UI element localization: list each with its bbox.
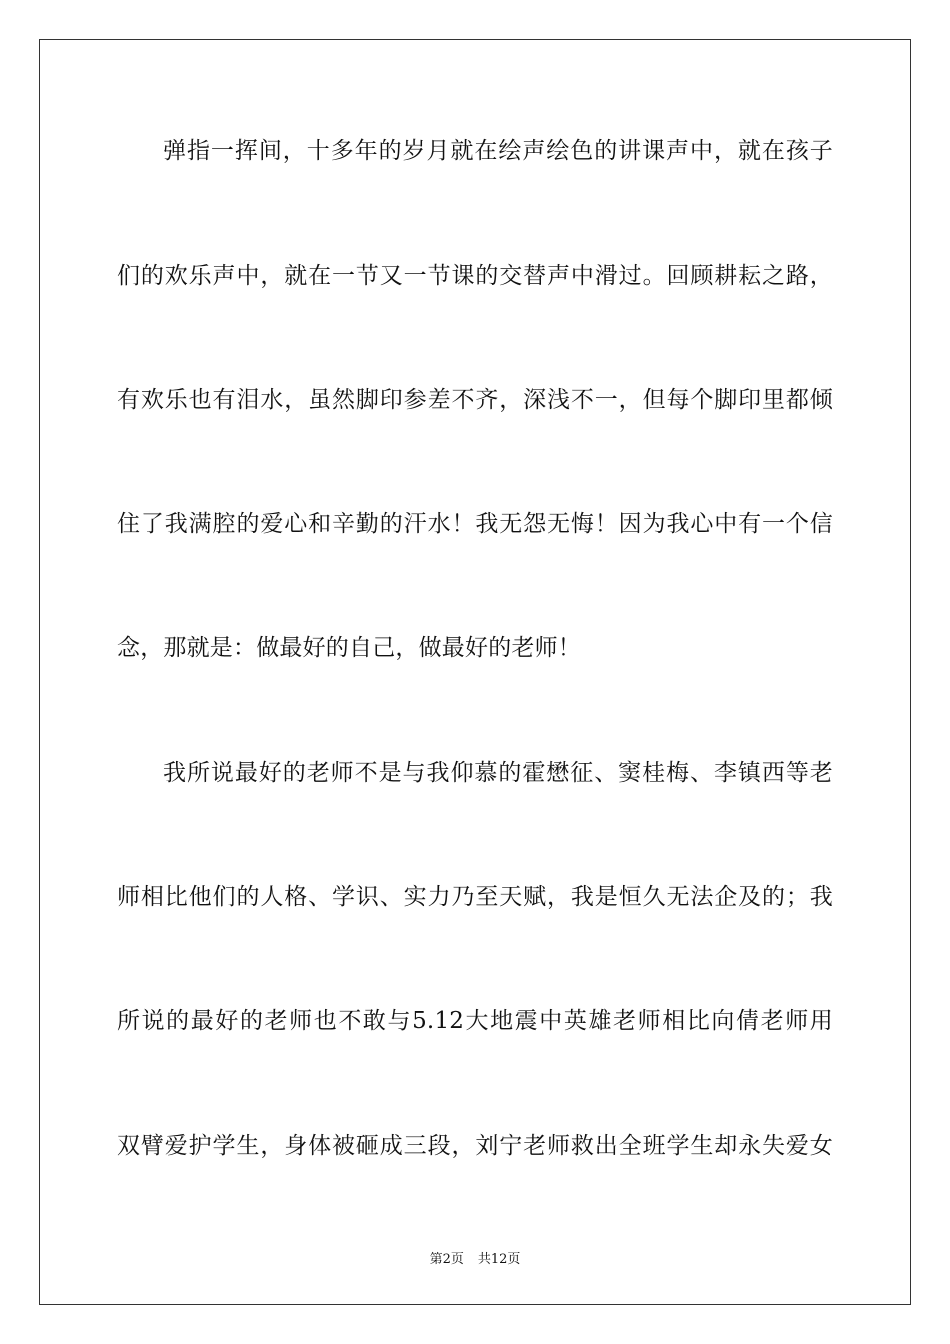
paragraph-line: 有欢乐也有泪水，虽然脚印参差不齐，深浅不一，但每个脚印里都倾 (117, 387, 833, 413)
paragraph-line: 所说的最好的老师也不敢与5.12大地震中英雄老师相比向倩老师用 (117, 1008, 833, 1034)
paragraph-line: 们的欢乐声中，就在一节又一节课的交替声中滑过。回顾耕耘之路， (117, 263, 833, 289)
page-border (39, 39, 911, 1305)
page-total: 共12页 (477, 1252, 521, 1267)
paragraph-line: 我所说最好的老师不是与我仰慕的霍懋征、窦桂梅、李镇西等老 (163, 760, 833, 786)
paragraph-line: 师相比他们的人格、学识、实力乃至天赋，我是恒久无法企及的；我 (117, 884, 833, 910)
page-footer (0, 1248, 950, 1267)
paragraph-line: 双臂爱护学生，身体被砸成三段，刘宁老师救出全班学生却永失爱女 (117, 1133, 833, 1159)
paragraph-line: 弹指一挥间，十多年的岁月就在绘声绘色的讲课声中，就在孩子 (163, 138, 833, 164)
paragraph-line: 住了我满腔的爱心和辛勤的汗水！我无怨无悔！因为我心中有一个信 (117, 511, 833, 537)
page-number: 第2页 (429, 1252, 464, 1267)
paragraph-line: 念，那就是：做最好的自己，做最好的老师！ (117, 635, 581, 661)
